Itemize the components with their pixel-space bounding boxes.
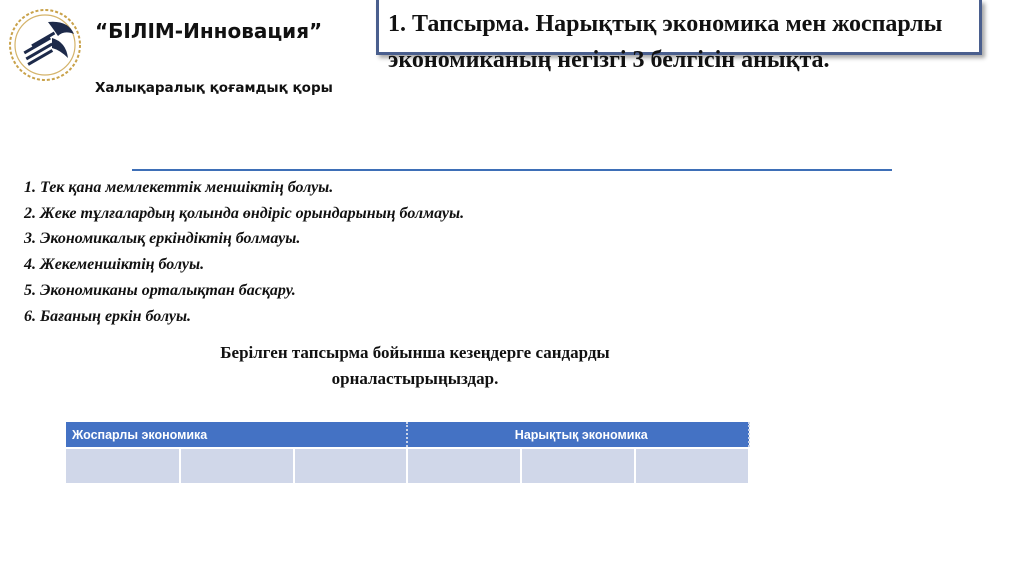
list-item: 4. Жекеменшіктің болуы. [24,256,205,274]
org-subtitle: Халықаралық қоғамдық қоры [95,80,333,96]
table-row [66,448,749,483]
answer-table [66,422,750,483]
task-title: 1. Тапсырма. Нарықтық экономика мен жоспарлы экономиканың негізгі 3 белгісін анықта. [388,11,943,73]
bilim-innovation-logo-icon [8,8,82,82]
answer-cell[interactable] [294,448,408,483]
divider-line [132,169,892,171]
answer-cell[interactable] [521,448,635,483]
list-item: 1. Тек қана мемлекеттік меншіктің болуы. [24,179,334,196]
answer-cell[interactable] [635,448,749,483]
list-item: 5. Экономиканы орталықтан басқару. [24,281,296,299]
header-planned-economy: Жоспарлы экономика [66,422,407,448]
table-header-row [66,422,749,448]
header-market-economy: Нарықтық экономика [407,422,749,448]
answer-cell[interactable] [180,448,294,483]
statement-list [24,175,464,329]
list-item: 2. Жеке тұлғалардың қолында өндіріс орындарының болмауы. [24,204,465,222]
answer-cell[interactable] [407,448,521,483]
list-item: 3. Экономикалық еркіндіктің болмауы. [24,230,301,248]
org-name: “БІЛІМ-Инновация” [95,19,323,43]
instruction-text: Берілген тапсырма бойынша кезеңдерге сандарды орналастырыңыздар. [220,343,610,388]
list-item: 6. Бағаның еркін болуы. [24,307,192,325]
answer-cell[interactable] [66,448,180,483]
